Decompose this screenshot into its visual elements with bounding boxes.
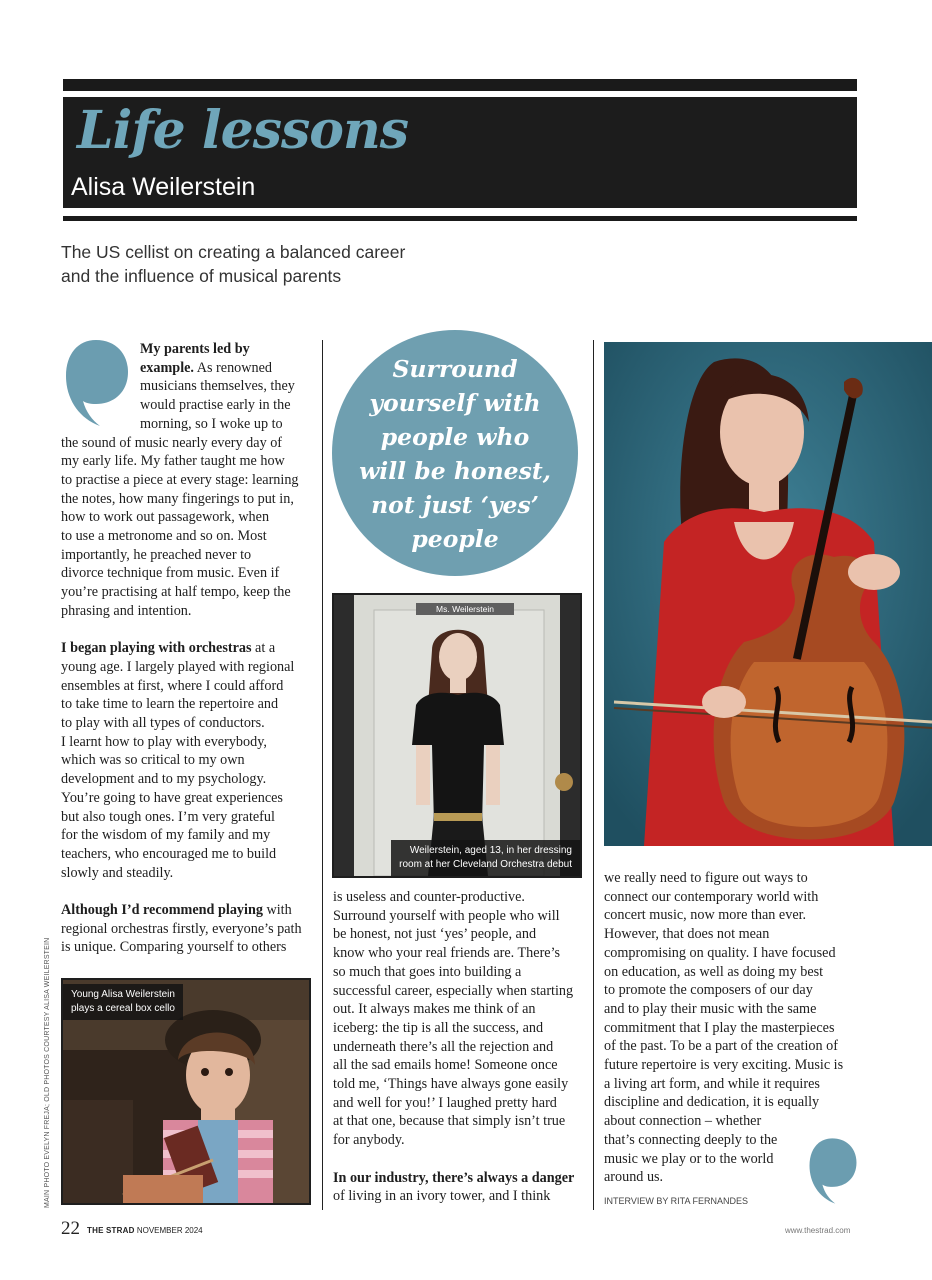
text-line: concert music, now more than ever. [604, 907, 807, 924]
text-line: music we play or to the world [604, 1150, 774, 1167]
text-line: that’s connecting deeply to the [604, 1131, 778, 1148]
header-top-rule [63, 79, 857, 91]
photo-credit: MAIN PHOTO EVELYN FREJA; OLD PHOTOS COURTESY ALISA WEILERSTEIN [44, 937, 51, 1208]
caption-line: plays a cereal box cello [71, 1003, 175, 1014]
text-line: commitment that I play the masterpieces [604, 1019, 835, 1036]
text-line: so much that goes into building a [333, 963, 522, 980]
caption-line: room at her Cleveland Orchestra debut [399, 859, 572, 870]
cellist-illustration [604, 342, 932, 846]
column-1-text [61, 340, 311, 957]
text-line [61, 639, 311, 658]
pull-quote-line: Surround [392, 355, 518, 383]
text-fragment: As renowned [193, 359, 273, 376]
lead-in: My parents led by [140, 341, 250, 357]
caption-line: Weilerstein, aged 13, in her dressing [409, 845, 572, 856]
teen-photo-illustration [334, 595, 580, 876]
text-line [333, 1169, 583, 1188]
text-line: underneath there’s all the rejection and [333, 1038, 554, 1055]
photo-teen-dressing-room [332, 593, 582, 878]
byline: INTERVIEW BY RITA FERNANDES [604, 1196, 749, 1206]
text-line: to promote the composers of our day [604, 982, 813, 999]
issue-date: NOVEMBER 2024 [136, 1226, 203, 1235]
text-line: my early life. My father taught me how [61, 453, 285, 470]
text-line: compromising on quality. I have focused [604, 944, 836, 961]
header-bottom-rule [63, 216, 857, 221]
text-line: would practise early in the [140, 397, 291, 414]
pull-quote-line: will be honest, [359, 457, 551, 485]
page-number: 22 [61, 1218, 80, 1239]
text-line: all the sad emails home! Someone once [333, 1057, 558, 1074]
text-line: importantly, he preached never to [61, 546, 252, 563]
pull-quote [332, 352, 578, 556]
text-line: successful career, especially when starting [333, 982, 574, 999]
text-line: to play with all types of conductors. [61, 715, 265, 732]
text-line: However, that does not mean [604, 926, 770, 943]
text-line: teachers, who encouraged me to build [61, 845, 277, 862]
text-line: but also tough ones. I’m very grateful [61, 808, 275, 825]
lead-in: In our industry, there’s always a danger [333, 1169, 575, 1186]
text-line: out. It always makes me think of an [333, 1001, 536, 1018]
standfirst-line: The US cellist on creating a balanced career [61, 242, 406, 262]
photo-caption [63, 984, 183, 1020]
text-line: and well for you!’ I laughed pretty hard [333, 1094, 557, 1111]
text-line: development and to my psychology. [61, 771, 267, 788]
text-line: to practise a piece at every stage: learning [61, 471, 299, 488]
text-line: Surround yourself with people who will [333, 907, 560, 924]
text-line: how to work out passagework, when [61, 509, 270, 526]
text-line: ensembles at first, where I could afford [61, 677, 284, 694]
column-rule [322, 340, 323, 1210]
pull-quote-line: people who [380, 423, 530, 451]
text-line: phrasing and intention. [61, 602, 192, 619]
text-line: divorce technique from music. Even if [61, 565, 280, 582]
text-line: of living in an ivory tower, and I think [333, 1188, 551, 1205]
text-line [140, 359, 311, 378]
text-line: future repertoire is very exciting. Music is [604, 1057, 844, 1074]
column-2-text [333, 888, 583, 1206]
text-line: be honest, not just ‘yes’ people, and [333, 926, 537, 943]
text-fragment: at a [251, 640, 276, 657]
text-line: we really need to figure out ways to [604, 870, 808, 886]
text-line: connect our contemporary world with [604, 888, 819, 905]
text-line: the notes, how many fingerings to put in, [61, 490, 294, 507]
text-line: a living art form, and while it requires [604, 1075, 820, 1092]
photo-child-cello [61, 978, 311, 1205]
door-sign [416, 603, 514, 615]
text-line: for the wisdom of my family and my [61, 827, 271, 844]
text-line: about connection – whether [604, 1113, 762, 1130]
lead-in: I began playing with orchestras [61, 640, 252, 657]
text-line [61, 901, 311, 920]
text-line: musicians themselves, they [140, 378, 295, 395]
text-line [140, 340, 311, 359]
text-line: to use a metronome and so on. Most [61, 528, 267, 545]
text-line: is unique. Comparing yourself to others [61, 939, 287, 956]
standfirst-line: and the influence of musical parents [61, 266, 342, 286]
text-line: you’re practising at half tempo, keep the [61, 584, 291, 601]
text-line: of the past. To be a part of the creation of [604, 1038, 838, 1055]
text-line: young age. I largely played with regional [61, 658, 295, 675]
lead-in: Although I’d recommend playing [61, 902, 263, 919]
text-line: discipline and dedication, it is equally [604, 1094, 820, 1111]
text-line: morning, so I woke up to [140, 415, 283, 432]
text-line: around us. [604, 1169, 664, 1186]
text-line: at that one, because that simply isn’t true [333, 1113, 566, 1130]
text-line: told me, ‘Things have always gone easily [333, 1076, 569, 1093]
page-title: Life lessons [77, 100, 409, 161]
website-url[interactable]: www.thestrad.com [785, 1226, 851, 1235]
text-line: regional orchestras firstly, everyone’s path [61, 920, 302, 937]
text-line: You’re going to have great experiences [61, 789, 283, 806]
text-fragment: with [262, 902, 292, 919]
pull-quote-line: people [411, 525, 499, 553]
magazine-name: THE STRAD [87, 1226, 135, 1235]
text-line: and to play their music with the same [604, 1000, 817, 1017]
column-rule [593, 340, 594, 1210]
text-line: on education, as well as doing my best [604, 963, 824, 980]
standfirst [61, 240, 461, 288]
main-photo-cellist [604, 342, 932, 846]
text-line: the sound of music nearly every day of [61, 434, 283, 451]
interviewee-name: Alisa Weilerstein [71, 173, 256, 201]
caption-line: Young Alisa Weilerstein [71, 989, 175, 1000]
text-line: to take time to learn the repertoire and [61, 696, 279, 713]
pull-quote-line: not just ‘yes’ [371, 491, 539, 519]
door-sign-text: Ms. Weilerstein [436, 604, 494, 614]
text-line: know who your real friends are. There’s [333, 945, 561, 962]
text-line: is useless and counter-productive. [333, 889, 525, 905]
text-line: slowly and steadily. [61, 864, 174, 881]
text-line: iceberg: the tip is all the success, and [333, 1019, 544, 1036]
text-line: for anybody. [333, 1132, 405, 1149]
photo-caption [391, 840, 580, 876]
text-line: which was so critical to my own [61, 752, 245, 769]
pull-quote-line: yourself with [369, 389, 541, 417]
lead-in: example. [140, 359, 194, 376]
close-quote-icon [808, 1138, 858, 1204]
magazine-issue [87, 1226, 203, 1235]
text-line: I learnt how to play with everybody, [61, 733, 267, 750]
